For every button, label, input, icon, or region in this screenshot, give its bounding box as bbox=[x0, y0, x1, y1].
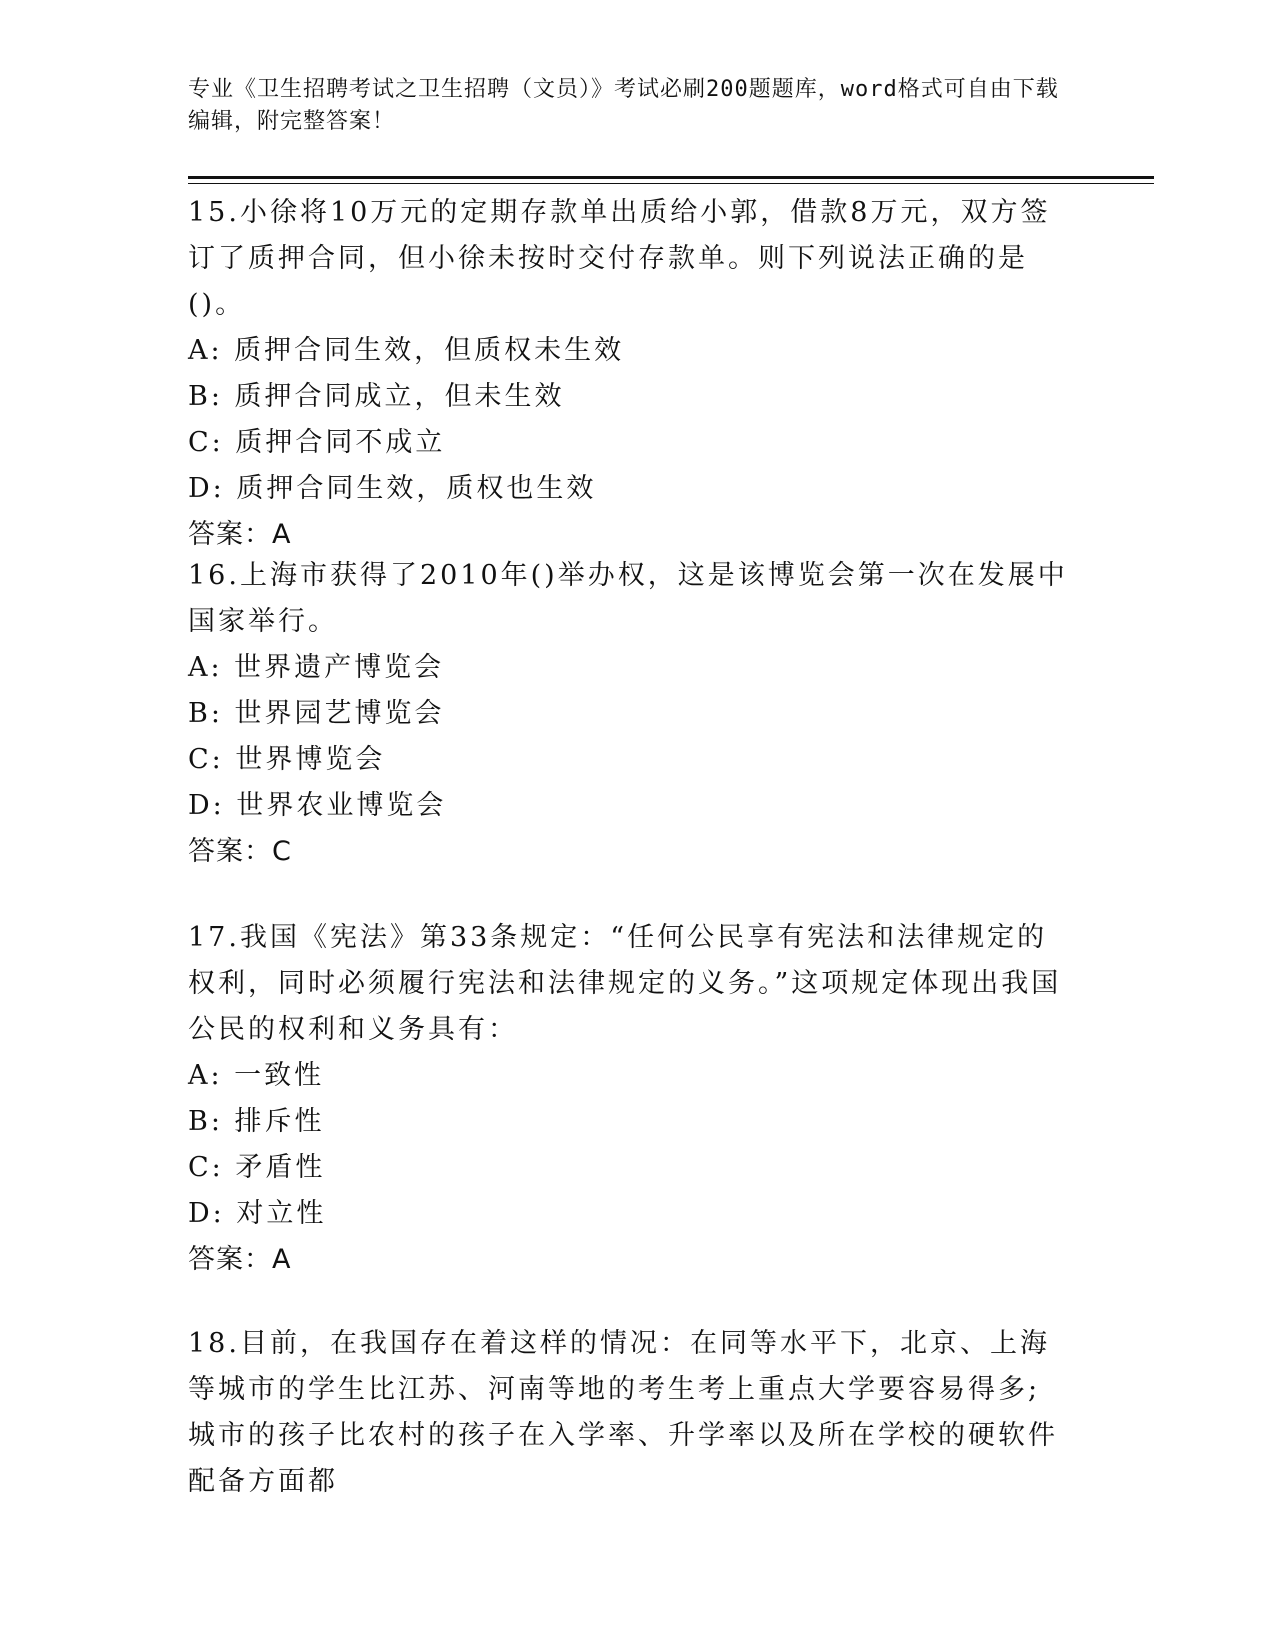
option-d: D: 对立性 bbox=[188, 1198, 327, 1229]
question-18 bbox=[188, 1321, 1068, 1505]
option-b: B: 质押合同成立，但未生效 bbox=[188, 381, 565, 412]
option-d: D: 质押合同生效，质权也生效 bbox=[188, 473, 597, 504]
question-stem: 18.目前，在我国存在着这样的情况：在同等水平下，北京、上海等城市的学生比江苏、河南等地的考生考上重点大学要容易得多;城市的孩子比农村的孩子在入学率、升学率以及所在学校的硬软件配备方面都 bbox=[188, 1328, 1058, 1497]
question-16 bbox=[188, 553, 1068, 875]
option-a: A: 质押合同生效，但质权未生效 bbox=[188, 335, 625, 366]
question-stem: 15.小徐将10万元的定期存款单出质给小郭，借款8万元，双方签订了质押合同，但小徐未按时交付存款单。则下列说法正确的是()。 bbox=[188, 197, 1051, 320]
option-a: A: 世界遗产博览会 bbox=[188, 652, 445, 683]
answer-text: 答案：A bbox=[188, 519, 292, 550]
option-c: C: 矛盾性 bbox=[188, 1152, 326, 1183]
option-c: C: 质押合同不成立 bbox=[188, 427, 446, 458]
question-17 bbox=[188, 915, 1068, 1283]
option-a: A: 一致性 bbox=[188, 1060, 325, 1091]
document-header: 专业《卫生招聘考试之卫生招聘（文员）》考试必刷200题题库，word格式可自由下载编辑，附完整答案！ bbox=[188, 77, 1059, 134]
answer-text: 答案：C bbox=[188, 836, 292, 867]
option-b: B: 排斥性 bbox=[188, 1106, 325, 1137]
question-15 bbox=[188, 190, 1068, 558]
option-c: C: 世界博览会 bbox=[188, 744, 386, 775]
header-divider-thin bbox=[188, 183, 1154, 184]
answer-text: 答案：A bbox=[188, 1244, 292, 1275]
header-divider-thick bbox=[188, 176, 1154, 179]
option-b: B: 世界园艺博览会 bbox=[188, 698, 445, 729]
question-stem: 17.我国《宪法》第33条规定：“任何公民享有宪法和法律规定的权利，同时必须履行宪法和法律规定的义务。”这项规定体现出我国公民的权利和义务具有： bbox=[188, 922, 1062, 1045]
option-d: D: 世界农业博览会 bbox=[188, 790, 447, 821]
question-stem: 16.上海市获得了2010年()举办权，这是该博览会第一次在发展中国家举行。 bbox=[188, 560, 1068, 637]
